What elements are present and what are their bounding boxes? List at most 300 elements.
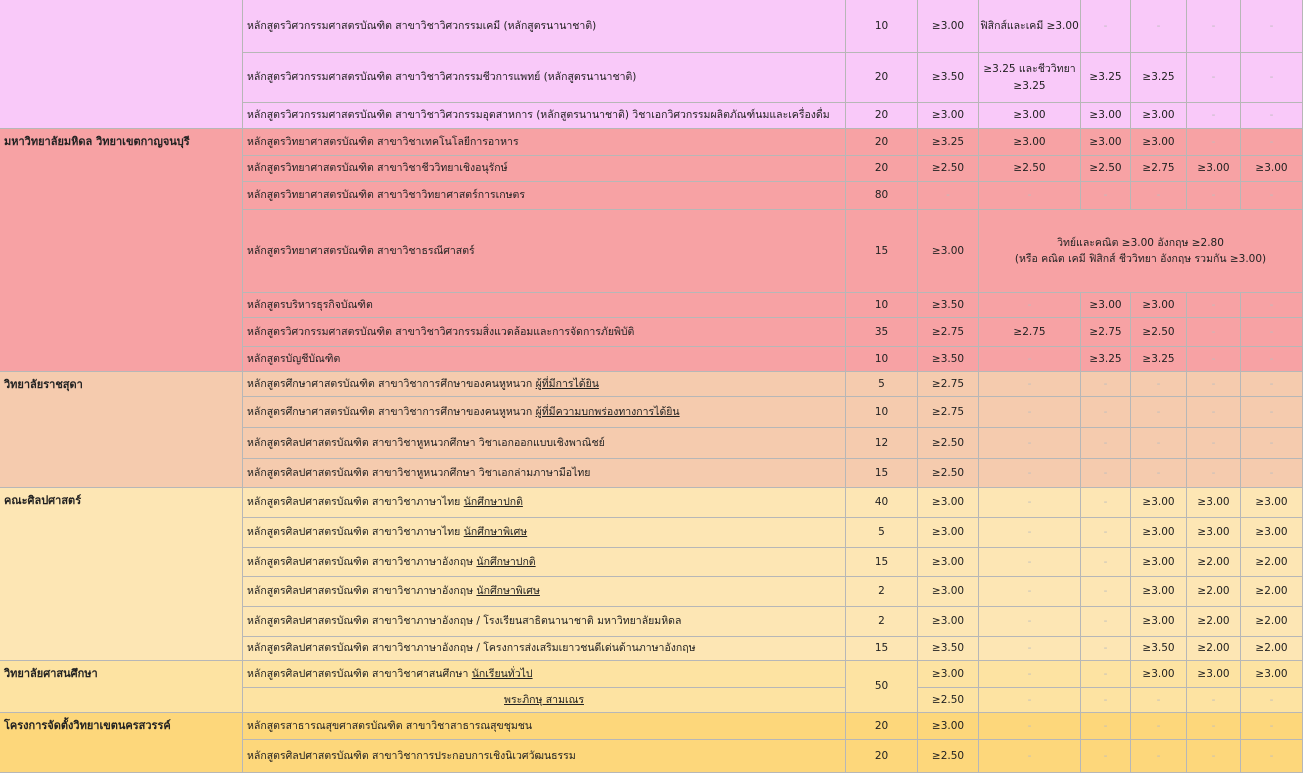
program-text: หลักสูตรศึกษาศาสตรบัณฑิต สาขาวิชาการศึกษาของคนหูหนวก: [247, 405, 533, 418]
criteria-value: -: [1027, 555, 1032, 568]
criteria-cell: [1081, 318, 1131, 347]
seats-cell: [846, 129, 918, 156]
criteria-value: ≥3.00: [1255, 162, 1288, 175]
program-text: หลักสูตรบริหารธุรกิจบัณฑิต: [247, 298, 373, 311]
criteria-value: ≥3.00: [1142, 585, 1175, 598]
gpax-value: ≥2.50: [931, 162, 965, 175]
program-cell: [243, 548, 846, 577]
program-name: [247, 134, 519, 150]
criteria-value: -: [1027, 642, 1032, 655]
criteria-value: -: [1103, 466, 1108, 479]
criteria-value: ≥3.25 และชีววิทยา ≥3.25: [983, 63, 1076, 92]
criteria-value: -: [1027, 352, 1032, 365]
gpax-cell: [918, 459, 979, 488]
gpax-cell: [918, 713, 979, 740]
seats-cell: [846, 53, 918, 103]
criteria-value: -: [1103, 19, 1108, 32]
criteria-cell: [1241, 293, 1303, 318]
criteria-value: -: [1103, 189, 1108, 202]
criteria-value: ≥3.00: [1142, 555, 1175, 568]
gpax-value: ≥3.00: [931, 244, 965, 257]
criteria-value: -: [1027, 377, 1032, 390]
criteria-cell: [1131, 372, 1187, 397]
criteria-cell: [1187, 637, 1241, 661]
criteria-cell: [1131, 637, 1187, 661]
criteria-value: -: [1156, 436, 1161, 449]
program-text: หลักสูตรศิลปศาสตรบัณฑิต สาขาวิชาหูหนวกศึกษา วิชาเอกออกแบบเชิงพาณิชย์: [247, 436, 605, 449]
criteria-value: -: [1027, 189, 1032, 202]
criteria-cell: [1241, 661, 1303, 688]
criteria-value: -: [1269, 352, 1274, 365]
criteria-value: -: [1211, 749, 1216, 762]
criteria-value: -: [1103, 555, 1108, 568]
criteria-value: ≥3.00: [1089, 298, 1122, 311]
program-text: หลักสูตรวิศวกรรมศาสตรบัณฑิต สาขาวิชาวิศวกรรมสิ่งแวดล้อมและการจัดการภัยพิบัติ: [247, 325, 635, 338]
gpax-cell: [918, 372, 979, 397]
criteria-value: ≥2.00: [1197, 615, 1230, 628]
criteria-cell: [1081, 182, 1131, 210]
criteria-value: -: [1269, 298, 1274, 311]
criteria-value: ≥2.00: [1255, 585, 1288, 598]
program-name: [247, 297, 373, 313]
program-cell: [243, 318, 846, 347]
criteria-cell: [979, 53, 1081, 103]
criteria-cell: [979, 318, 1081, 347]
program-name: [247, 583, 540, 599]
criteria-cell: [1241, 607, 1303, 637]
criteria-cell: [1187, 129, 1241, 156]
criteria-cell: [1131, 488, 1187, 518]
criteria-value: -: [1027, 466, 1032, 479]
gpax-value: ≥3.00: [931, 667, 965, 680]
criteria-cell: [979, 103, 1081, 129]
criteria-value: ≥2.75: [1089, 325, 1122, 338]
program-name: [247, 718, 532, 734]
criteria-cell: [1241, 637, 1303, 661]
criteria-cell: [979, 661, 1081, 688]
criteria-value: -: [1211, 109, 1216, 122]
criteria-value: ≥3.00: [1142, 135, 1175, 148]
criteria-cell: [979, 577, 1081, 607]
gpax-cell: [918, 637, 979, 661]
gpax-cell: [918, 548, 979, 577]
criteria-value: -: [1156, 719, 1161, 732]
criteria-value: -: [1103, 667, 1108, 680]
criteria-value: -: [1027, 667, 1032, 680]
criteria-cell: [1081, 740, 1131, 773]
criteria-cell: [1187, 428, 1241, 459]
criteria-value: -: [1103, 405, 1108, 418]
gpax-value: ≥3.00: [931, 109, 965, 122]
program-name: [247, 187, 525, 203]
program-name: [247, 376, 599, 392]
criteria-cell: [1241, 740, 1303, 773]
program-cell: [243, 740, 846, 773]
criteria-cell: [979, 0, 1081, 53]
criteria-value: -: [1027, 436, 1032, 449]
criteria-value: ≥3.00: [1013, 109, 1046, 122]
criteria-cell: [979, 347, 1081, 372]
seats-value: 20: [874, 719, 889, 732]
program-text: หลักสูตรศิลปศาสตรบัณฑิต สาขาวิชาภาษาไทย: [247, 496, 461, 509]
seats-value: 2: [878, 615, 885, 628]
faculty-cell: [0, 661, 243, 713]
seats-value: 10: [874, 19, 889, 32]
seats-cell: [846, 372, 918, 397]
criteria-cell: [979, 397, 1081, 428]
program-track: นักเรียนทั่วไป: [471, 667, 533, 680]
criteria-value: ≥3.00: [1142, 496, 1175, 509]
criteria-cell: [1241, 318, 1303, 347]
criteria-value: -: [1269, 325, 1274, 338]
criteria-cell: [1241, 156, 1303, 182]
gpax-cell: [918, 210, 979, 293]
criteria-value: ≥3.00: [1142, 298, 1175, 311]
criteria-cell: [1241, 347, 1303, 372]
criteria-cell: [1081, 577, 1131, 607]
criteria-cell: [1187, 53, 1241, 103]
criteria-value: -: [1211, 325, 1216, 338]
criteria-cell: [1241, 548, 1303, 577]
criteria-cell: [1131, 103, 1187, 129]
criteria-cell: [1081, 53, 1131, 103]
gpax-value: ≥3.50: [931, 352, 965, 365]
program-text: หลักสูตรศิลปศาสตรบัณฑิต สาขาวิชาภาษาอังกฤษ: [247, 555, 474, 568]
criteria-cell: [979, 129, 1081, 156]
criteria-cell: [1241, 488, 1303, 518]
criteria-value: ≥3.00: [1255, 496, 1288, 509]
seats-value: 20: [874, 109, 889, 122]
gpax-value: ≥3.00: [931, 555, 965, 568]
criteria-value: -: [1103, 377, 1108, 390]
gpax-cell: [918, 103, 979, 129]
criteria-value: -: [1156, 19, 1161, 32]
criteria-value: -: [1027, 749, 1032, 762]
seats-cell: [846, 293, 918, 318]
criteria-cell: [1081, 129, 1131, 156]
criteria-value: ≥3.25: [1142, 71, 1175, 84]
criteria-cell: [1081, 0, 1131, 53]
criteria-cell: [1187, 182, 1241, 210]
criteria-cell: [1081, 459, 1131, 488]
seats-value: 2: [878, 585, 885, 598]
gpax-cell: [918, 577, 979, 607]
seats-value: 20: [874, 71, 889, 84]
criteria-cell: [1081, 713, 1131, 740]
criteria-cell: [1187, 488, 1241, 518]
program-text: หลักสูตรวิศวกรรมศาสตรบัณฑิต สาขาวิชาวิศวกรรมอุตสาหการ (หลักสูตรนานาชาติ) วิชาเอกวิศวกรรมผลิตภัณฑ์นมและเครื่องดื่ม: [247, 109, 830, 122]
criteria-cell: [1131, 661, 1187, 688]
program-cell: [243, 156, 846, 182]
criteria-cell: [1081, 548, 1131, 577]
criteria-cell: [1187, 577, 1241, 607]
gpax-value: ≥3.00: [931, 526, 965, 539]
criteria-value: -: [1027, 585, 1032, 598]
gpax-value: ≥3.25: [931, 135, 965, 148]
seats-value: 40: [874, 496, 889, 509]
faculty-cell: [0, 488, 243, 661]
criteria-cell: [979, 688, 1081, 713]
program-text: หลักสูตรวิศวกรรมศาสตรบัณฑิต สาขาวิชาวิศวกรรมเคมี (หลักสูตรนานาชาติ): [247, 19, 597, 32]
program-text: หลักสูตรศิลปศาสตรบัณฑิต สาขาวิชาภาษาอังกฤษ: [247, 585, 474, 598]
criteria-value: -: [1269, 405, 1274, 418]
criteria-cell: [1187, 318, 1241, 347]
criteria-value: ≥3.00: [1197, 526, 1230, 539]
gpax-cell: [918, 397, 979, 428]
seats-cell: [846, 210, 918, 293]
gpax-value: ≥2.50: [931, 749, 965, 762]
criteria-line: (หรือ คณิต เคมี ฟิสิกส์ ชีววิทยา อังกฤษ รวมกัน ≥3.00): [1014, 253, 1267, 265]
criteria-value: -: [1269, 436, 1274, 449]
criteria-cell: [1081, 661, 1131, 688]
program-name: [247, 69, 636, 85]
criteria-cell: [979, 293, 1081, 318]
seats-value: 15: [874, 642, 889, 655]
program-cell: [243, 607, 846, 637]
seats-cell: [846, 661, 918, 713]
criteria-value: -: [1103, 693, 1108, 706]
program-text: หลักสูตรศิลปศาสตรบัณฑิต สาขาวิชาภาษาอังกฤษ / โรงเรียนสาธิตนานาชาติ มหาวิทยาลัยมหิดล: [247, 615, 682, 628]
criteria-cell: [1131, 428, 1187, 459]
criteria-cell: [1131, 740, 1187, 773]
criteria-value: ≥2.00: [1197, 585, 1230, 598]
seats-value: 5: [878, 377, 885, 390]
program-text: หลักสูตรศึกษาศาสตรบัณฑิต สาขาวิชาการศึกษาของคนหูหนวก: [247, 377, 533, 390]
criteria-cell: [979, 372, 1081, 397]
criteria-value: ≥3.00: [1142, 109, 1175, 122]
criteria-value: -: [1103, 526, 1108, 539]
program-text: หลักสูตรศิลปศาสตรบัณฑิต สาขาวิชาการประกอบการเชิงนิเวศวัฒนธรรม: [247, 749, 576, 762]
program-text: หลักสูตรศิลปศาสตรบัณฑิต สาขาวิชาศาสนศึกษา: [247, 667, 469, 680]
gpax-cell: [918, 0, 979, 53]
program-cell: [243, 637, 846, 661]
criteria-cell: [979, 428, 1081, 459]
gpax-cell: [918, 53, 979, 103]
criteria-cell: [979, 548, 1081, 577]
criteria-value: ≥2.00: [1255, 615, 1288, 628]
criteria-cell: [979, 182, 1081, 210]
criteria-cell: [1131, 293, 1187, 318]
criteria-cell: [1081, 103, 1131, 129]
criteria-cell: [1241, 372, 1303, 397]
seats-cell: [846, 488, 918, 518]
criteria-cell: [1131, 53, 1187, 103]
criteria-value: -: [1103, 615, 1108, 628]
criteria-value: ≥2.75: [1013, 325, 1046, 338]
criteria-cell: [1131, 459, 1187, 488]
gpax-cell: [918, 661, 979, 688]
criteria-cell: [1131, 318, 1187, 347]
criteria-cell: [1187, 740, 1241, 773]
gpax-cell: [918, 182, 979, 210]
criteria-cell: [1241, 397, 1303, 428]
criteria-cell: [979, 156, 1081, 182]
program-name: [247, 524, 527, 540]
criteria-value: ≥3.00: [1142, 667, 1175, 680]
criteria-line: วิทย์และคณิต ≥3.00 อังกฤษ ≥2.80: [1057, 236, 1224, 249]
program-cell: [243, 459, 846, 488]
criteria-cell: [1081, 637, 1131, 661]
program-cell: [243, 103, 846, 129]
criteria-cell: [979, 740, 1081, 773]
gpax-value: ≥2.50: [931, 436, 965, 449]
criteria-value: -: [1156, 377, 1161, 390]
gpax-value: ≥3.50: [931, 298, 965, 311]
gpax-value: ≥2.75: [931, 377, 965, 390]
criteria-value: -: [1103, 642, 1108, 655]
criteria-cell: [1187, 713, 1241, 740]
seats-value: 80: [874, 189, 889, 202]
gpax-cell: [918, 518, 979, 548]
criteria-value: -: [1211, 189, 1216, 202]
program-cell: [243, 688, 846, 713]
criteria-value: -: [1027, 719, 1032, 732]
criteria-value: -: [1269, 71, 1274, 84]
criteria-value: -: [1156, 466, 1161, 479]
seats-cell: [846, 577, 918, 607]
program-cell: [243, 129, 846, 156]
program-name: [247, 666, 533, 682]
program-track: นักศึกษาพิเศษ: [463, 526, 528, 539]
seats-cell: [846, 548, 918, 577]
program-cell: [243, 713, 846, 740]
criteria-value: ≥2.00: [1255, 555, 1288, 568]
seats-cell: [846, 397, 918, 428]
seats-cell: [846, 459, 918, 488]
criteria-value: -: [1269, 693, 1274, 706]
criteria-cell: [1187, 607, 1241, 637]
seats-cell: [846, 318, 918, 347]
gpax-value: ≥2.75: [931, 405, 965, 418]
criteria-value: ≥3.00: [1197, 162, 1230, 175]
criteria-value: ฟิสิกส์และเคมี ≥3.00: [980, 19, 1079, 32]
program-text: หลักสูตรศิลปศาสตรบัณฑิต สาขาวิชาภาษาไทย: [247, 526, 461, 539]
criteria-value: -: [1027, 298, 1032, 311]
criteria-value: -: [1211, 719, 1216, 732]
criteria-value: ≥2.50: [1142, 325, 1175, 338]
criteria-cell: [1131, 607, 1187, 637]
criteria-value: ≥3.50: [1142, 642, 1175, 655]
program-name: [247, 324, 634, 340]
seats-value: 5: [878, 526, 885, 539]
criteria-cell: [1081, 488, 1131, 518]
faculty-name: คณะศิลปศาสตร์: [4, 494, 82, 507]
program-name: [247, 494, 523, 510]
faculty-cell: [0, 372, 243, 488]
criteria-value: -: [1211, 377, 1216, 390]
criteria-value: -: [1269, 377, 1274, 390]
seats-cell: [846, 182, 918, 210]
criteria-value: ≥3.00: [1142, 615, 1175, 628]
gpax-cell: [918, 129, 979, 156]
criteria-cell: [1241, 182, 1303, 210]
criteria-value: ≥3.00: [1089, 135, 1122, 148]
criteria-cell: [1241, 129, 1303, 156]
program-name: [247, 18, 596, 34]
gpax-value: ≥3.00: [931, 719, 965, 732]
criteria-value: ≥3.00: [1197, 667, 1230, 680]
criteria-cell: [1131, 518, 1187, 548]
program-name: [247, 640, 696, 656]
faculty-name: โครงการจัดตั้งวิทยาเขตนครสวรรค์: [4, 719, 171, 732]
criteria-cell: [1241, 459, 1303, 488]
program-text: หลักสูตรศิลปศาสตรบัณฑิต สาขาวิชาหูหนวกศึกษา วิชาเอกล่ามภาษามือไทย: [247, 466, 591, 479]
criteria-value: -: [1156, 693, 1161, 706]
seats-value: 12: [874, 436, 889, 449]
program-text: หลักสูตรสาธารณสุขศาสตรบัณฑิต สาขาวิชาสาธารณสุขชุมชน: [247, 719, 533, 732]
gpax-value: ≥2.50: [931, 693, 965, 706]
program-name: [247, 404, 680, 420]
program-name: [247, 107, 830, 123]
criteria-value: -: [1156, 189, 1161, 202]
criteria-value: -: [1103, 719, 1108, 732]
faculty-cell: [0, 713, 243, 773]
criteria-cell: [1187, 548, 1241, 577]
criteria-value: ≥2.75: [1142, 162, 1175, 175]
program-cell: [243, 0, 846, 53]
criteria-value: -: [1269, 466, 1274, 479]
criteria-value: -: [1269, 19, 1274, 32]
seats-value: 10: [874, 405, 889, 418]
program-cell: [243, 182, 846, 210]
program-cell: [243, 428, 846, 459]
criteria-value: ≥3.25: [1089, 352, 1122, 365]
seats-cell: [846, 637, 918, 661]
seats-value: 10: [874, 352, 889, 365]
criteria-value: ≥3.00: [1255, 526, 1288, 539]
seats-value: 15: [874, 555, 889, 568]
seats-cell: [846, 156, 918, 182]
criteria-value: -: [1211, 693, 1216, 706]
program-track: พระภิกษุ สามเณร: [504, 693, 584, 706]
program-cell: [243, 293, 846, 318]
program-cell: [243, 372, 846, 397]
criteria-value: -: [1103, 585, 1108, 598]
criteria-value: ≥3.00: [1197, 496, 1230, 509]
criteria-cell: [1241, 428, 1303, 459]
criteria-value: -: [1211, 466, 1216, 479]
program-name: [247, 160, 508, 176]
criteria-cell: [979, 518, 1081, 548]
gpax-cell: [918, 740, 979, 773]
seats-cell: [846, 740, 918, 773]
criteria-cell: [1187, 372, 1241, 397]
criteria-cell: [1131, 397, 1187, 428]
program-text: หลักสูตรวิทยาศาสตรบัณฑิต สาขาวิชาธรณีศาสตร์: [247, 244, 475, 257]
criteria-cell: [1131, 347, 1187, 372]
criteria-value: ≥2.00: [1197, 642, 1230, 655]
gpax-value: ≥2.50: [931, 466, 965, 479]
program-track: นักศึกษาพิเศษ: [476, 585, 540, 598]
criteria-value: -: [1027, 615, 1032, 628]
criteria-cell: [1131, 688, 1187, 713]
criteria-cell: [979, 488, 1081, 518]
criteria-cell: [1081, 518, 1131, 548]
criteria-value: -: [1269, 189, 1274, 202]
program-name: [247, 748, 576, 764]
gpax-value: ≥3.00: [931, 585, 965, 598]
seats-value: 35: [874, 325, 889, 338]
criteria-value: ≥2.00: [1197, 555, 1230, 568]
seats-cell: [846, 713, 918, 740]
program-cell: [243, 577, 846, 607]
seats-value: 50: [874, 680, 889, 693]
faculty-name: มหาวิทยาลัยมหิดล วิทยาเขตกาญจนบุรี: [4, 135, 190, 148]
criteria-value: -: [1269, 109, 1274, 122]
program-cell: [243, 347, 846, 372]
gpax-cell: [918, 347, 979, 372]
criteria-cell: [1241, 103, 1303, 129]
